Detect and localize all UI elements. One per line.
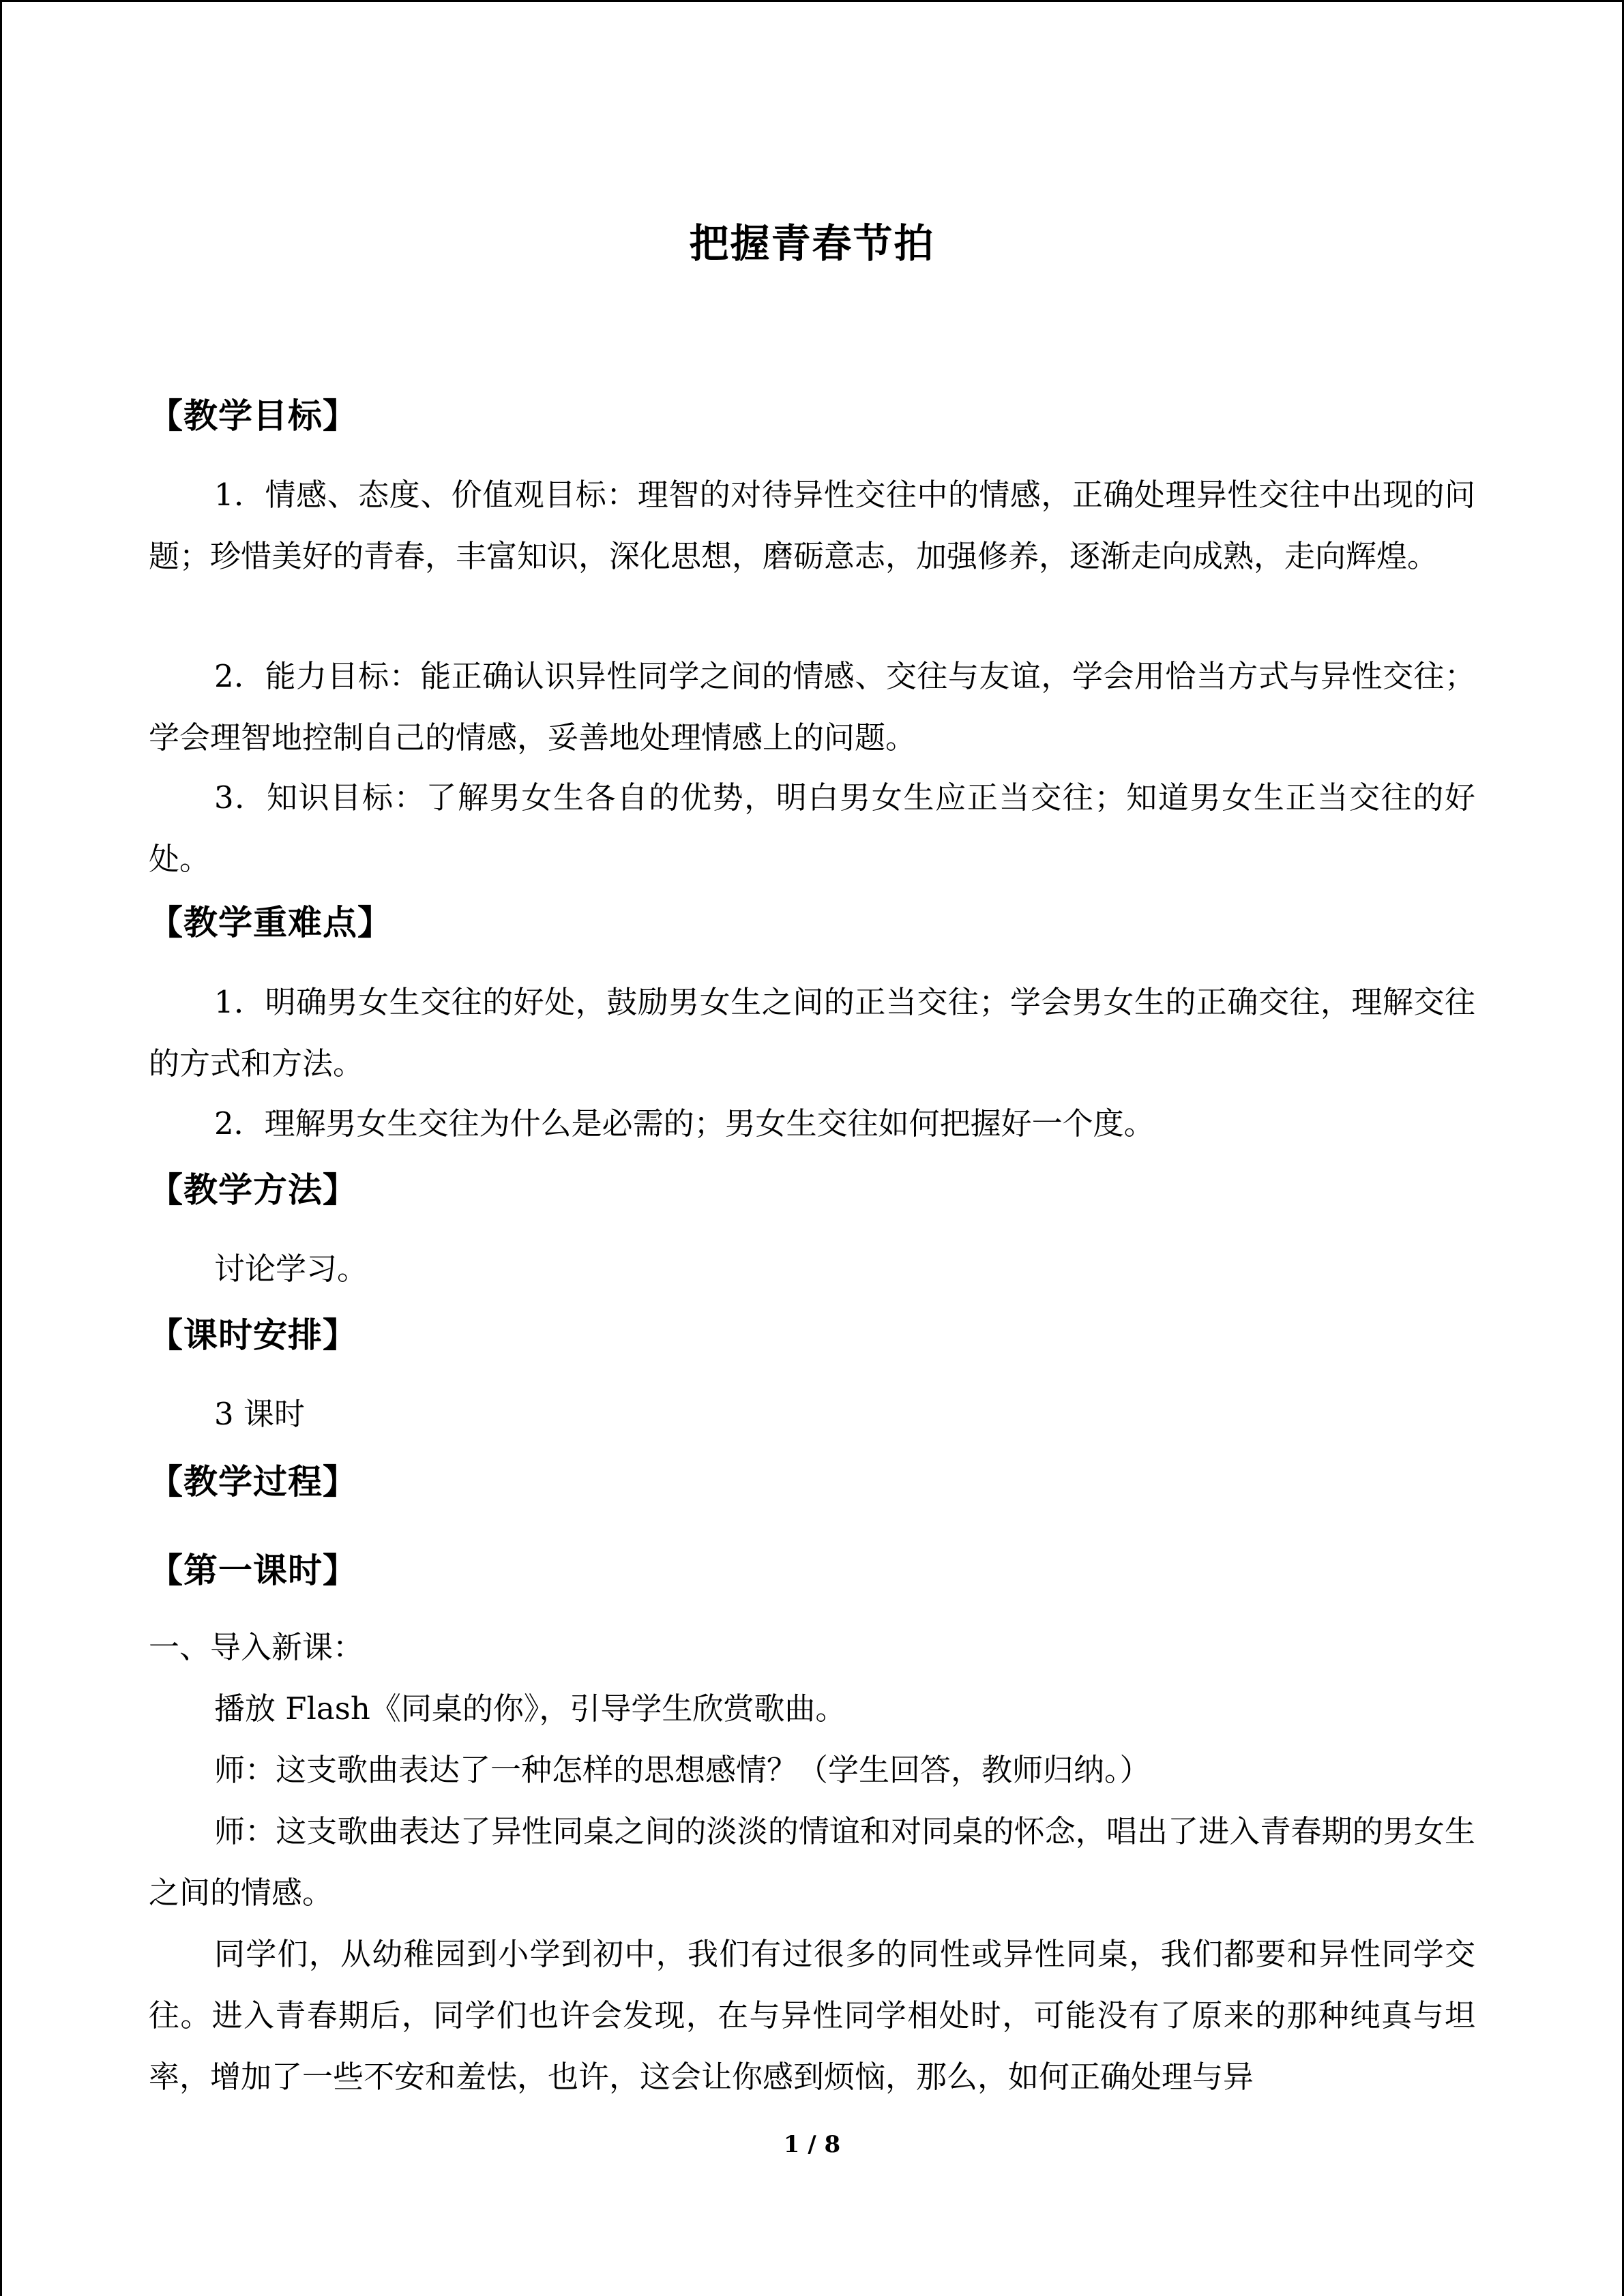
- key-point-item-1: 1．明确男女生交往的好处，鼓励男女生之间的正当交往；学会男女生的正确交往，理解交往的方式和方法。: [149, 984, 1475, 1082]
- lesson-one-intro-label: 一、导入新课：: [149, 1629, 364, 1665]
- lesson-one-paragraph-1: 播放 Flash《同桌的你》，引导学生欣赏歌曲。: [214, 1690, 846, 1727]
- methods-text: 讨论学习。: [214, 1251, 368, 1287]
- section-heading-methods: 【教学方法】: [149, 1170, 357, 1210]
- page-top-border: [0, 0, 1624, 2]
- lesson-one-paragraph-4: 同学们，从幼稚园到小学到初中，我们有过很多的同性或异性同桌，我们都要和异性同学交往。进入青春期后，同学们也许会发现，在与异性同学相处时，可能没有了原来的那种纯真与坦率，增加了一些不安和羞怯，也许，这会让你感到烦恼，那么，如何正确处理与异: [149, 1936, 1475, 2095]
- key-point-item-2: 2．理解男女生交往为什么是必需的；男女生交往如何把握好一个度。: [214, 1105, 1155, 1142]
- schedule-text: 3 课时: [214, 1396, 305, 1432]
- objective-item-2: 2．能力目标：能正确认识异性同学之间的情感、交往与友谊，学会用恰当方式与异性交往；学会理智地控制自己的情感，妥善地处理情感上的问题。: [149, 658, 1475, 756]
- objective-item-1: 1．情感、态度、价值观目标：理智的对待异性交往中的情感，正确处理异性交往中出现的问题；珍惜美好的青春，丰富知识，深化思想，磨砺意志，加强修养，逐渐走向成熟，走向辉煌。: [149, 477, 1475, 574]
- section-heading-schedule: 【课时安排】: [149, 1315, 357, 1355]
- objective-item-3: 3．知识目标：了解男女生各自的优势，明白男女生应正当交往；知道男女生正当交往的好处。: [149, 779, 1475, 877]
- page-left-border: [0, 0, 2, 2296]
- section-heading-objectives: 【教学目标】: [149, 396, 357, 436]
- document-title: 把握青春节拍: [689, 220, 935, 267]
- lesson-one-paragraph-3: 师：这支歌曲表达了异性同桌之间的淡淡的情谊和对同桌的怀念，唱出了进入青春期的男女生之间的情感。: [149, 1813, 1475, 1911]
- section-heading-lesson-one: 【第一课时】: [149, 1551, 357, 1590]
- page-number: 1 / 8: [783, 2131, 841, 2158]
- section-heading-key-points: 【教学重难点】: [149, 903, 392, 942]
- lesson-one-paragraph-2: 师：这支歌曲表达了一种怎样的思想感情？（学生回答，教师归纳。）: [214, 1752, 1151, 1788]
- section-heading-process: 【教学过程】: [149, 1462, 357, 1502]
